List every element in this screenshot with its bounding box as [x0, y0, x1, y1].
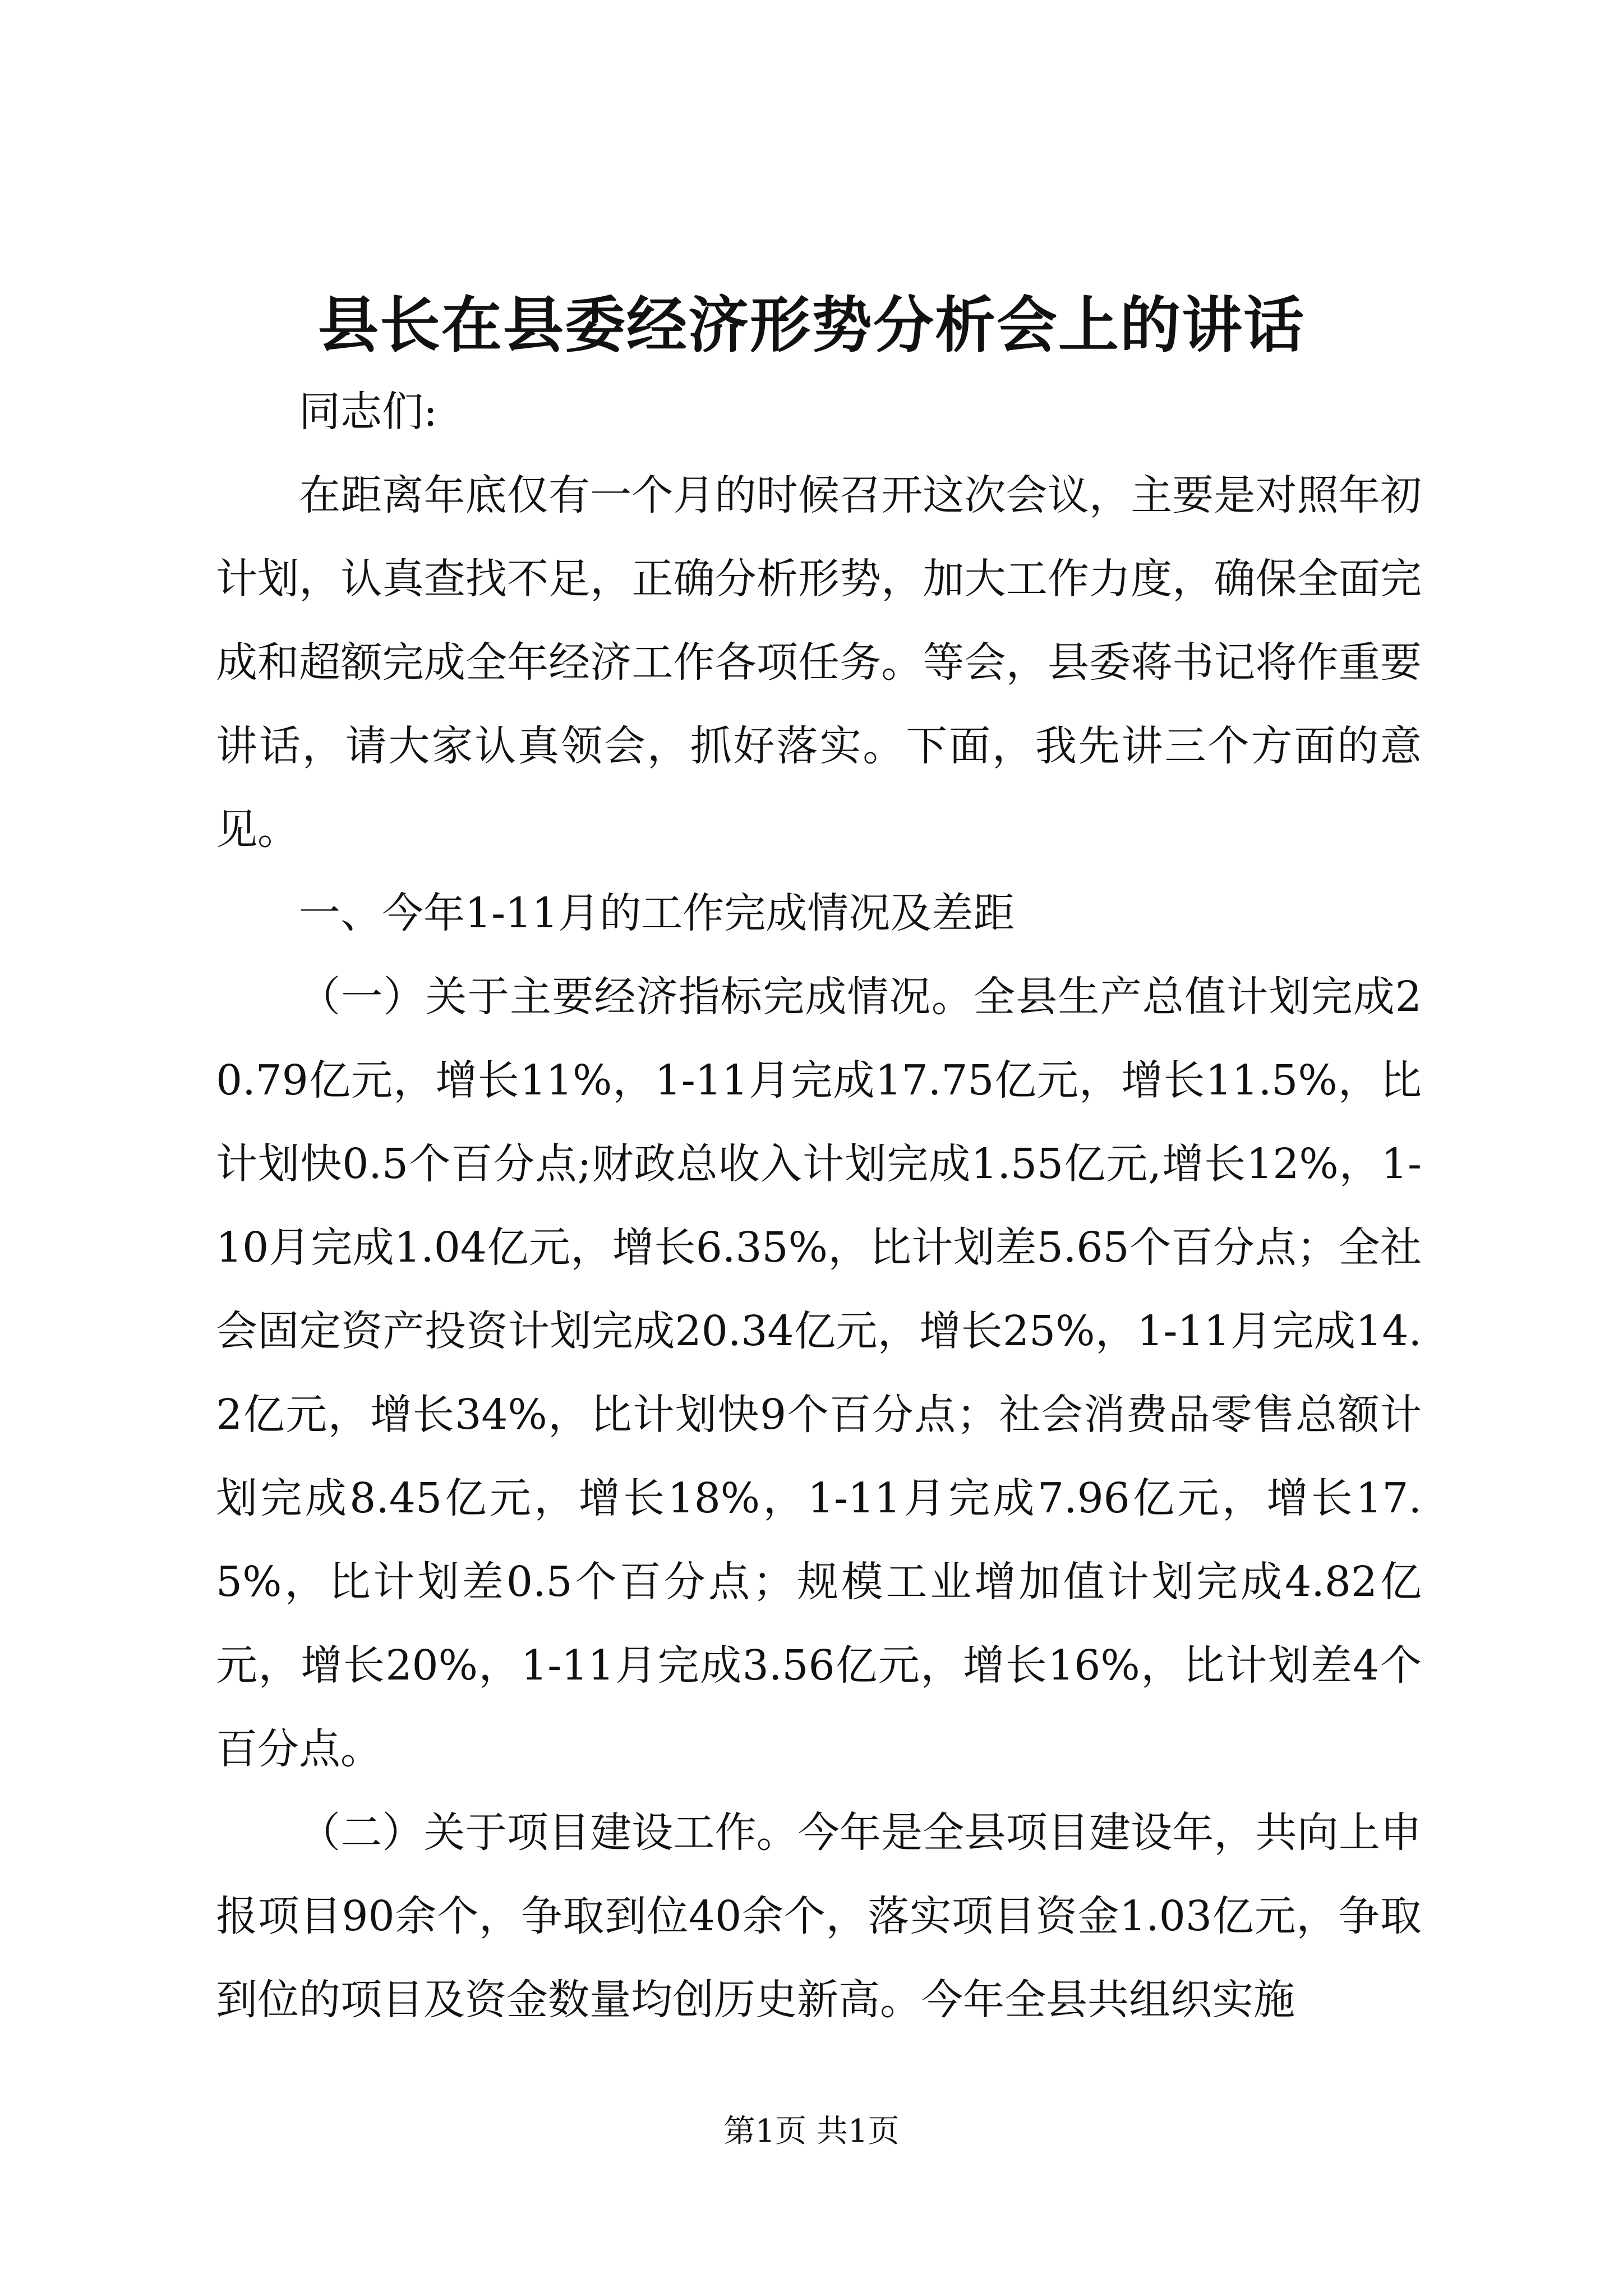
body-paragraph: （一）关于主要经济指标完成情况。全县生产总值计划完成20.79亿元，增长11%，1-11月完成17.75亿元，增长11.5%，比计划快0.5个百分点;财政总收入计划完成1.55亿元,增长12%，1-10月完成1.04亿元，增长6.35%，比计划差5.65个百分点；全社会固定资产投资计划完成20.34亿元，增长25%，1-11月完成14.2亿元，增长34%，比计划快9个百分点；社会消费品零售总额计划完成8.45亿元，增长18%，1-11月完成7.96亿元，增长17.5%，比计划差0.5个百分点；规模工业增加值计划完成4.82亿元，增长20%，1-11月完成3.56亿元，增长16%，比计划差4个百分点。 [216, 973, 1422, 1773]
document-title: 县长在县委经济形势分析会上的讲话 [317, 290, 1305, 361]
section-heading: 一、今年1-11月的工作完成情况及差距 [299, 889, 1015, 937]
body-paragraph: （二）关于项目建设工作。今年是全县项目建设年，共向上申报项目90余个，争取到位40余个，落实项目资金1.03亿元，争取到位的项目及资金数量均创历史新高。今年全县共组织实施 [216, 1809, 1422, 2024]
document-body [216, 370, 1422, 2042]
salutation-paragraph: 同志们: [299, 388, 437, 436]
body-paragraph: 在距离年底仅有一个月的时候召开这次会议，主要是对照年初计划，认真查找不足，正确分析形势，加大工作力度，确保全面完成和超额完成全年经济工作各项任务。等会，县委蒋书记将作重要讲话，请大家认真领会，抓好落实。下面，我先讲三个方面的意见。 [216, 471, 1422, 854]
page-number-footer: 第1页 共1页 [723, 2113, 900, 2150]
